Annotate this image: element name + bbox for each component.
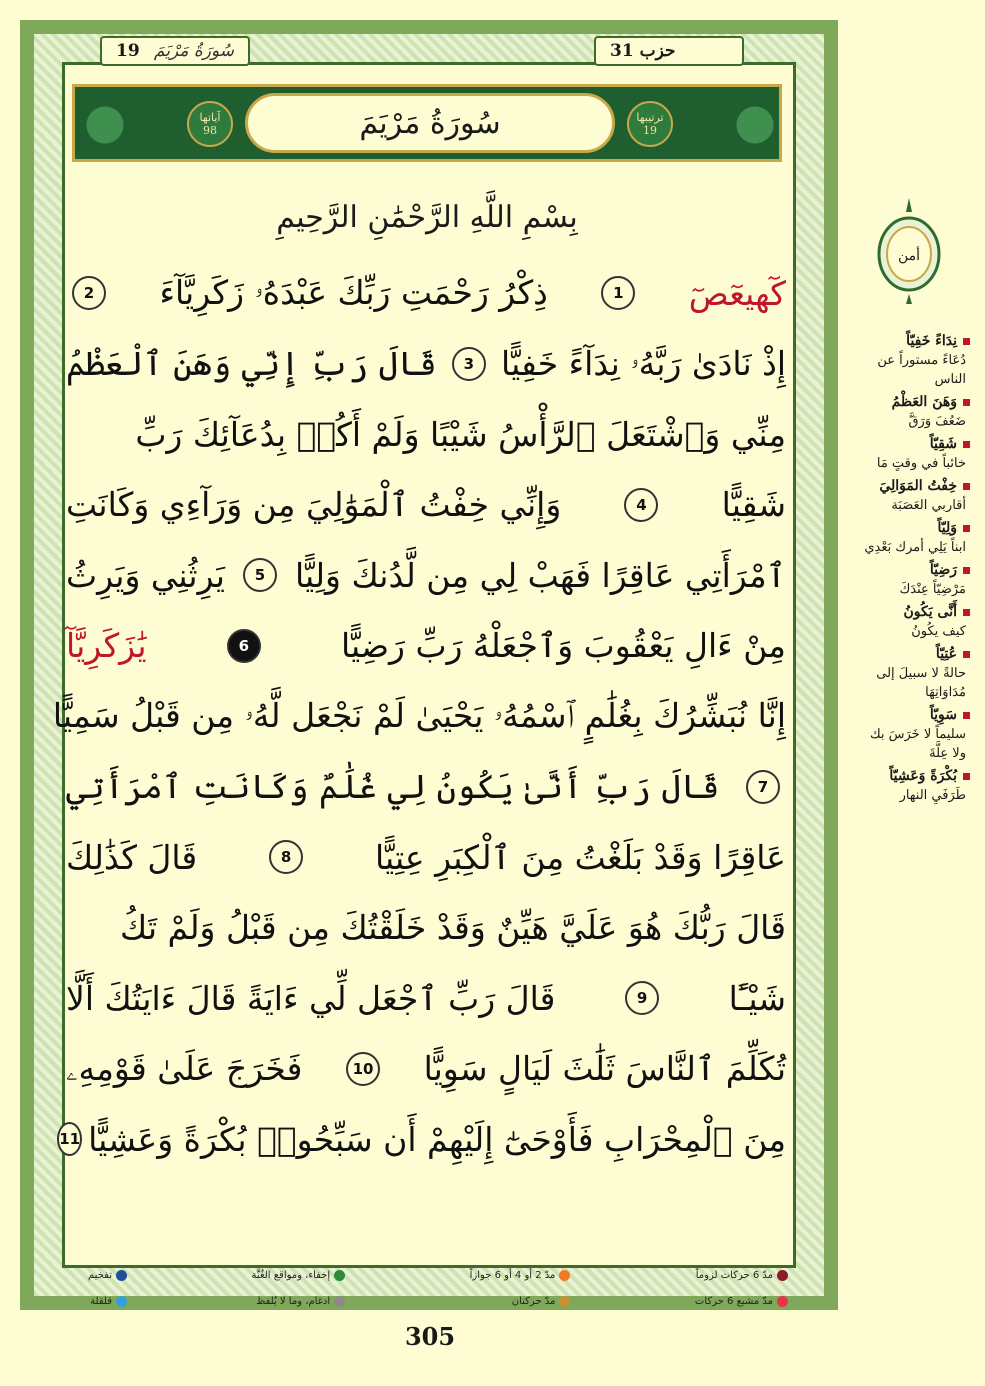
surah-order-medallion — [627, 101, 673, 147]
margin-note — [856, 767, 970, 805]
note-meaning: دُعَاءً مستوراً عن الناس — [877, 353, 966, 387]
legend-column — [695, 1262, 788, 1314]
verse-text: مِنِّي وَٱشْتَعَلَ ٱلرَّأْسُ شَيْبًا وَلَمْ أَكُنۢ بِدُعَآئِكَ رَبِّ — [135, 414, 786, 454]
note-meaning: ضَعُفَ وَرَقَّ — [908, 414, 966, 429]
legend-item — [470, 1296, 571, 1307]
margin-note — [856, 393, 970, 431]
note-word: عُتِيّاً — [856, 645, 970, 664]
verse-text: فَخَرَجَ عَلَىٰ قَوْمِهِۦ — [66, 1048, 303, 1088]
legend-item — [695, 1296, 788, 1307]
ayat-value: 98 — [203, 124, 217, 137]
legend-column — [252, 1262, 346, 1314]
verse-line — [66, 258, 786, 329]
margin-note — [856, 519, 970, 557]
verse-line — [66, 329, 786, 400]
margin-note — [856, 435, 970, 473]
legend-label: تفخيم — [88, 1269, 113, 1281]
note-word: نِدَاءً خَفِيّاً — [856, 332, 970, 351]
order-label: ترتيبها — [636, 111, 664, 124]
page-number: 305 — [404, 1322, 456, 1351]
side-ornament-icon — [868, 194, 950, 306]
legend-item — [695, 1270, 788, 1281]
verse-text: مِنْ ءَالِ يَعْقُوبَ وَٱجْعَلْهُ رَبِّ رَضِيًّا — [340, 626, 786, 666]
verse-line — [66, 611, 786, 682]
legend-color-dot-icon — [116, 1296, 127, 1307]
verse-text: قَالَ رَبُّكَ هُوَ عَلَيَّ هَيِّنٌ وَقَدْ خَلَقْتُكَ مِن قَبْلُ وَلَمْ تَكُ — [120, 908, 786, 948]
note-meaning: خائباً في وقتٍ مَا — [876, 456, 966, 471]
ayat-label: آياتها — [199, 111, 221, 124]
header-hizb-label: حزب 31 — [610, 41, 676, 61]
surah-banner — [72, 84, 782, 162]
ayah-number-marker: 6 — [227, 629, 261, 663]
legend-color-dot-icon — [777, 1270, 788, 1281]
verse-text: يَرِثُنِي وَيَرِثُ — [66, 555, 225, 595]
legend-column — [88, 1262, 127, 1314]
legend-color-dot-icon — [777, 1296, 788, 1307]
margin-note — [856, 603, 970, 641]
tajweed-legend — [88, 1262, 788, 1314]
margin-notes — [856, 332, 970, 809]
note-meaning: سليماً لا خَرَسَ بك ولا عِلَّةَ — [869, 727, 966, 761]
legend-label: مدّ 6 حركات لزوماً — [695, 1269, 773, 1281]
note-word: رَضِيّاً — [856, 561, 970, 580]
verse-text: مِنَ ٱلْمِحْرَابِ فَأَوْحَىٰٓ إِلَيْهِمْ أَن سَبِّحُوا۟ بُكْرَةً وَعَشِيًّا — [88, 1119, 786, 1159]
legend-color-dot-icon — [334, 1296, 345, 1307]
verse-text: شَيْـًٔا — [728, 978, 786, 1018]
verse-block — [52, 258, 786, 1175]
legend-label: مدّ مشبع 6 حركات — [694, 1295, 773, 1307]
verse-text: قَالَ رَبِّ أَنَّىٰ يَكُونُ لِي غُلَٰمٌ وَكَانَتِ ٱمْرَأَتِي — [66, 767, 720, 807]
side-ornament-text: أمن — [897, 248, 921, 264]
verse-text: وَإِنِّي خِفْتُ ٱلْمَوَٰلِيَ مِن وَرَآءِي وَكَانَتِ — [66, 485, 562, 525]
ayah-number-marker: 5 — [243, 558, 277, 592]
margin-note — [856, 706, 970, 763]
note-word: خِفْتُ المَوَالِيَ — [856, 477, 970, 496]
ayah-number-marker: 10 — [346, 1052, 380, 1086]
note-meaning: مَرْضِيّاً عِنْدَكَ — [899, 582, 966, 597]
verse-text: كٓهيعٓصٓ — [688, 273, 786, 313]
verse-text: إِذْ نَادَىٰ رَبَّهُۥ نِدَآءً خَفِيًّا — [501, 343, 786, 383]
note-word: أَنَّى يَكُونُ — [856, 603, 970, 622]
verse-line — [66, 963, 786, 1034]
header-surah-name: سُورَةُ مَرْيَمَ — [153, 41, 234, 61]
verse-text: إِنَّا نُبَشِّرُكَ بِغُلَٰمٍ ٱسْمُهُۥ يَحْيَىٰ لَمْ نَجْعَل لَّهُۥ مِن قَبْلُ سَمِيًّا — [52, 696, 786, 736]
note-word: وَهَنَ العَظْمُ — [856, 393, 970, 412]
legend-color-dot-icon — [116, 1270, 127, 1281]
verse-line — [66, 752, 786, 823]
ayah-number-marker: 4 — [624, 488, 658, 522]
ayah-number-marker: 2 — [72, 276, 106, 310]
verse-line — [66, 893, 786, 964]
ayah-number-marker: 1 — [601, 276, 635, 310]
note-word: بُكْرَةً وَعَشِيّاً — [856, 767, 970, 786]
legend-label: ادغام، وما لا يُلفظ — [256, 1295, 331, 1307]
ayah-number-marker: 9 — [625, 981, 659, 1015]
verse-line — [52, 681, 786, 752]
order-value: 19 — [643, 124, 657, 137]
header-surah-number: 19 — [116, 41, 140, 61]
verse-text: قَالَ رَبِّ إِنِّي وَهَنَ ٱلْعَظْمُ — [66, 344, 437, 384]
verse-line — [66, 470, 786, 541]
legend-item — [252, 1270, 346, 1281]
legend-color-dot-icon — [559, 1270, 570, 1281]
legend-label: مدّ 2 أو 4 أو 6 جوازاً — [469, 1269, 556, 1281]
verse-text: ذِكْرُ رَحْمَتِ رَبِّكَ عَبْدَهُۥ زَكَرِيَّآءَ — [159, 273, 548, 313]
legend-label: قلقلة — [90, 1295, 113, 1307]
legend-item — [88, 1270, 127, 1281]
verse-line — [66, 540, 786, 611]
basmala: بِسْمِ اللَّهِ الرَّحْمَٰنِ الرَّحِيمِ — [276, 200, 578, 235]
margin-note — [856, 332, 970, 389]
verse-text: شَقِيًّا — [721, 485, 786, 525]
ayah-number-marker: 11 — [57, 1122, 82, 1156]
note-meaning: طَرَفَيِ النهار — [899, 788, 966, 803]
verse-text: قَالَ كَذَٰلِكَ — [66, 837, 198, 877]
note-meaning: حالةً لا سبيلَ إلى مُدَاوَاتِهَا — [876, 666, 966, 700]
note-meaning: أقاربي العَصَبَة — [891, 498, 966, 513]
note-meaning: ابناً يَلِي أمرك بَعْدِي — [864, 540, 966, 555]
legend-label: مدّ حركتان — [511, 1295, 556, 1307]
verse-text: يَٰزَكَرِيَّآ — [66, 626, 147, 666]
verse-line — [66, 1034, 786, 1105]
margin-note — [856, 477, 970, 515]
note-word: سَوِيّاً — [856, 706, 970, 725]
legend-color-dot-icon — [334, 1270, 345, 1281]
note-word: وَلِيّاً — [856, 519, 970, 538]
verse-text: قَالَ رَبِّ ٱجْعَل لِّي ءَايَةً قَالَ ءَايَتُكَ أَلَّا — [66, 978, 556, 1018]
legend-item — [252, 1296, 346, 1307]
legend-label: إخفاء، ومواقع الغُنَّة — [251, 1269, 331, 1281]
verse-text: تُكَلِّمَ ٱلنَّاسَ ثَلَٰثَ لَيَالٍ سَوِيًّا — [423, 1049, 786, 1089]
legend-item — [88, 1296, 127, 1307]
verse-text: عَاقِرًا وَقَدْ بَلَغْتُ مِنَ ٱلْكِبَرِ عِتِيًّا — [374, 837, 786, 877]
ayat-count-medallion — [187, 101, 233, 147]
ayah-number-marker: 3 — [452, 347, 486, 381]
ayah-number-marker: 7 — [746, 770, 780, 804]
verse-line — [66, 822, 786, 893]
note-meaning: كيف يكُونُ — [911, 624, 966, 639]
ayah-number-marker: 8 — [269, 840, 303, 874]
verse-line — [66, 399, 786, 470]
verse-text: ٱمْرَأَتِي عَاقِرًا فَهَبْ لِي مِن لَّدُنكَ وَلِيًّا — [294, 555, 786, 595]
margin-note — [856, 561, 970, 599]
note-word: شَقِيّاً — [856, 435, 970, 454]
surah-title-cartouche — [245, 93, 615, 153]
legend-item — [470, 1270, 571, 1281]
legend-column — [470, 1262, 571, 1314]
legend-color-dot-icon — [559, 1296, 570, 1307]
header-hizb-box — [594, 36, 744, 66]
header-surah-box — [100, 36, 250, 66]
verse-line — [59, 1104, 786, 1175]
surah-title: سُورَةُ مَرْيَمَ — [359, 105, 501, 141]
margin-note — [856, 645, 970, 702]
